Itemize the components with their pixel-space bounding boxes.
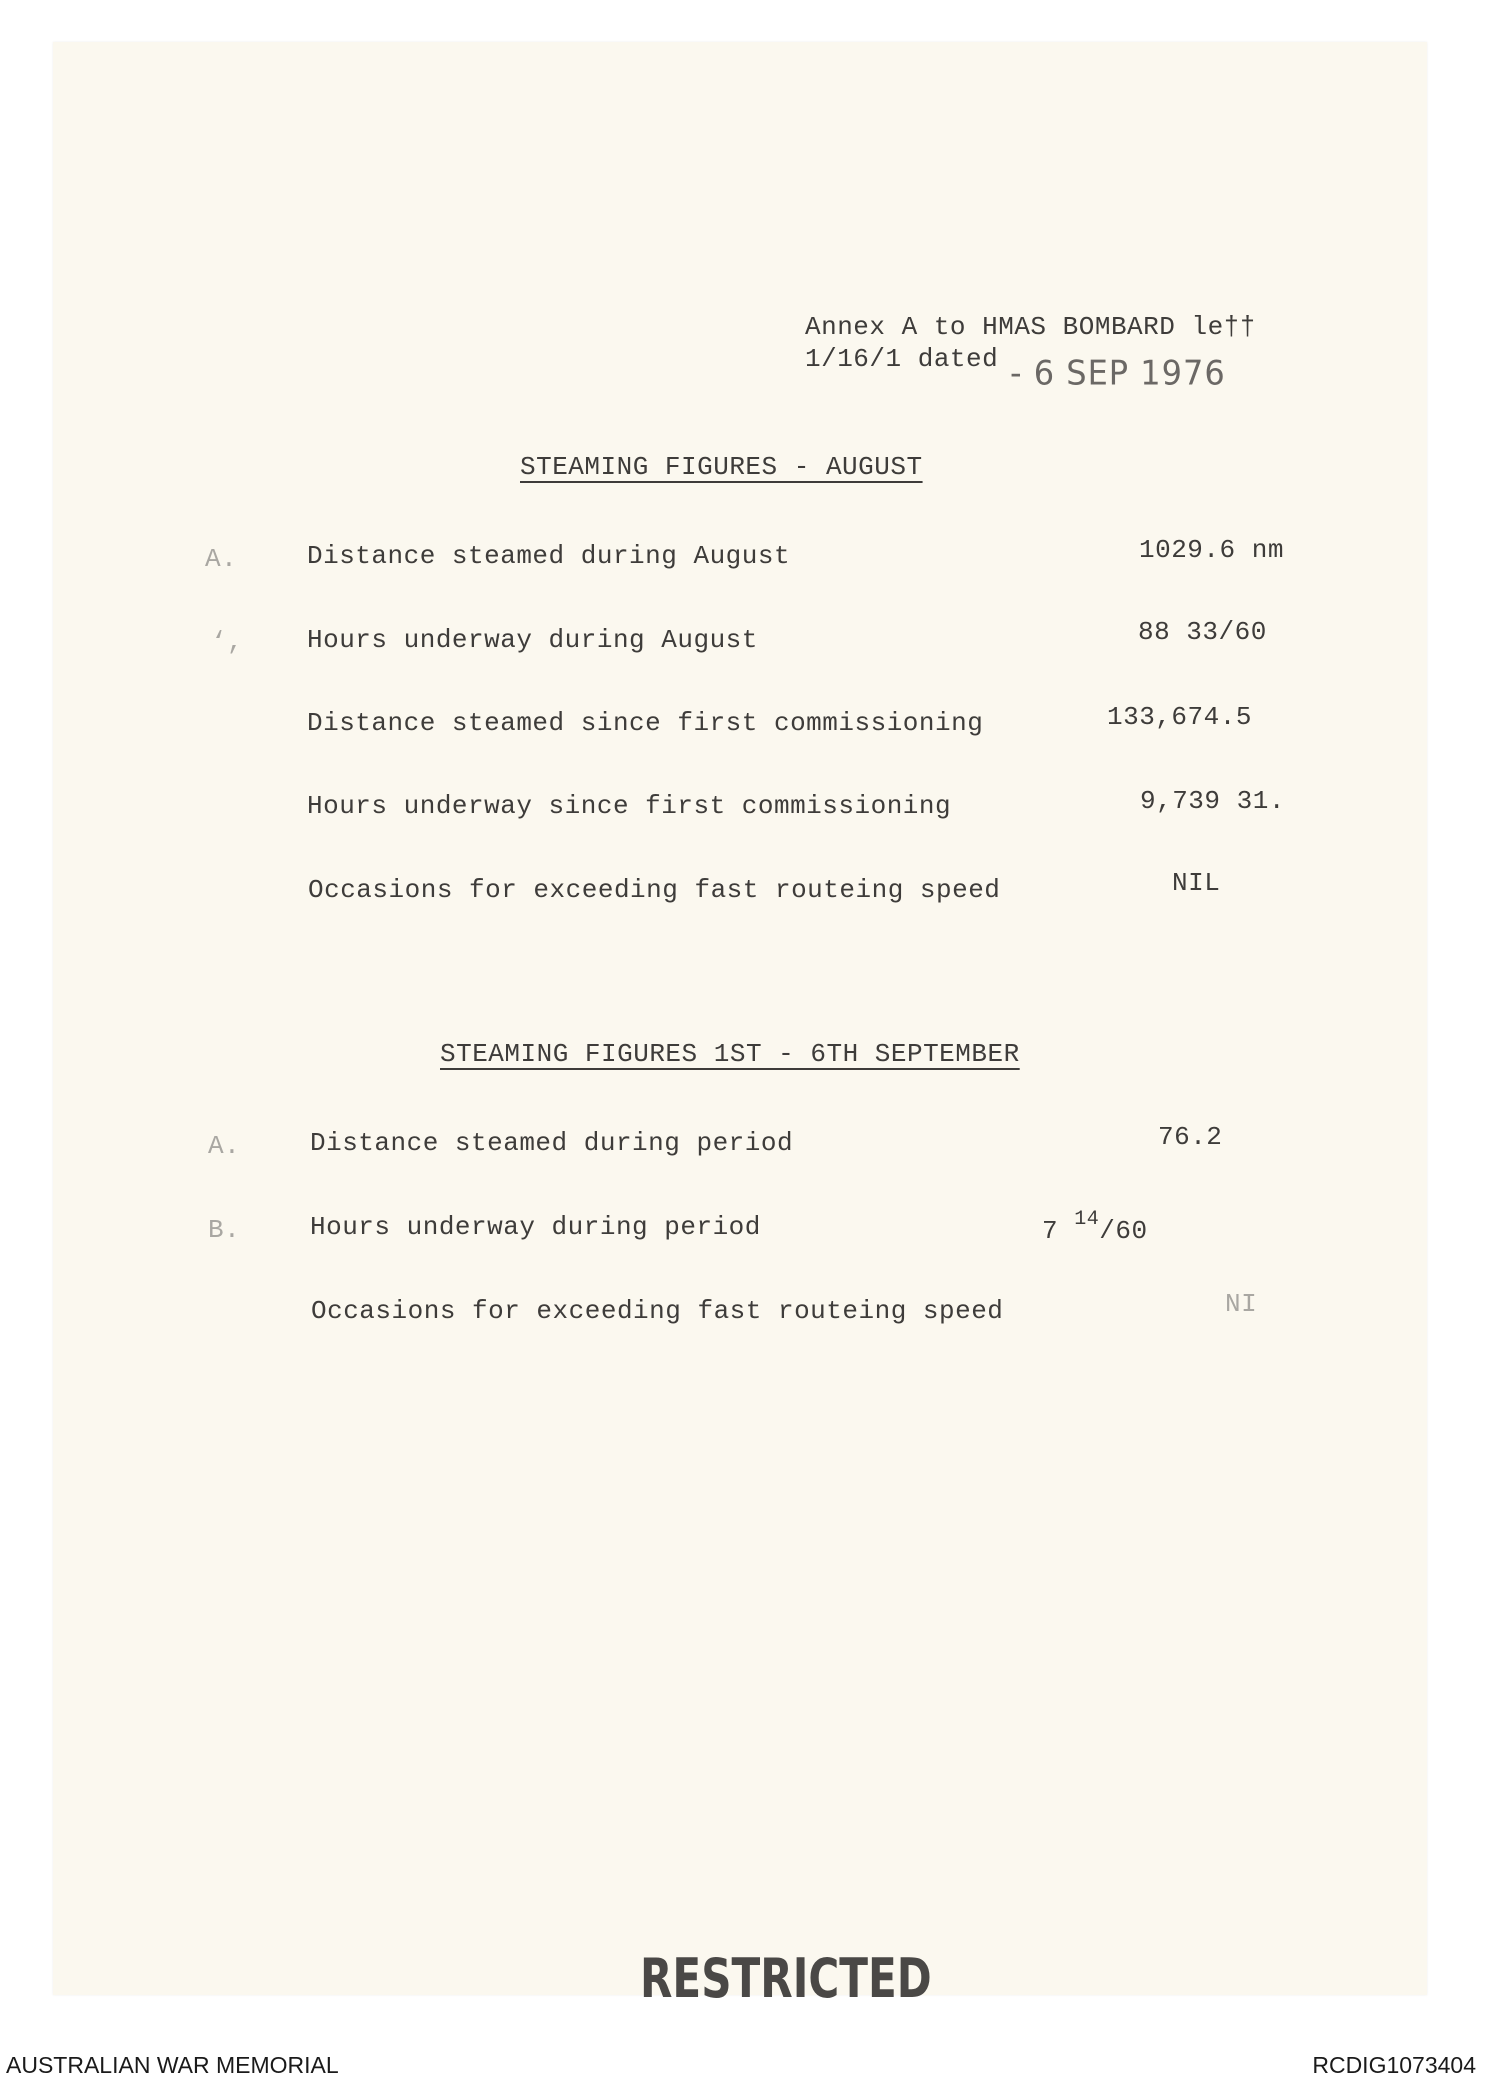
row-value: 1029.6 nm (1139, 535, 1284, 565)
row-value: NI (1225, 1289, 1258, 1319)
row-label: Occasions for exceeding fast routeing speed (308, 875, 1001, 905)
document-page (53, 42, 1427, 2010)
row-label: Occasions for exceeding fast routeing speed (311, 1296, 1004, 1326)
row-value: NIL (1172, 868, 1221, 898)
row-value: 88 33/60 (1138, 617, 1267, 647)
file-number-dated-line: 1/16/1 dated (805, 344, 999, 374)
row-value (1042, 1208, 1148, 1246)
value-denominator: /60 (1099, 1216, 1148, 1246)
row-label: Hours underway during period (310, 1212, 761, 1242)
row-label: Hours underway since first commissioning (307, 791, 952, 821)
row-value: 76.2 (1158, 1122, 1223, 1152)
row-label: Distance steamed during period (310, 1128, 794, 1158)
value-whole: 7 (1042, 1216, 1059, 1246)
row-value: 133,674.5 (1107, 702, 1252, 732)
row-marker: ‘, (211, 627, 244, 657)
row-label: Hours underway during August (307, 625, 758, 655)
restricted-stamp: RESTRICTED (640, 1947, 932, 2010)
row-marker: B. (208, 1215, 241, 1245)
value-numerator: 14 (1074, 1208, 1100, 1231)
row-marker: A. (205, 544, 238, 574)
section-september-title: STEAMING FIGURES 1ST - 6TH SEPTEMBER (440, 1039, 1020, 1069)
annex-reference-line: Annex A to HMAS BOMBARD le†† (805, 312, 1256, 342)
section-august-title: STEAMING FIGURES - AUGUST (520, 452, 923, 482)
archive-credit: AUSTRALIAN WAR MEMORIAL (6, 2052, 339, 2078)
row-label: Distance steamed since first commissioning (307, 708, 984, 738)
row-value: 9,739 31. (1140, 786, 1285, 816)
archive-id: RCDIG1073404 (1312, 2052, 1476, 2078)
row-label: Distance steamed during August (307, 541, 791, 571)
date-stamp: - 6 SEP 1976 (1010, 353, 1226, 393)
row-marker: A. (208, 1131, 241, 1161)
